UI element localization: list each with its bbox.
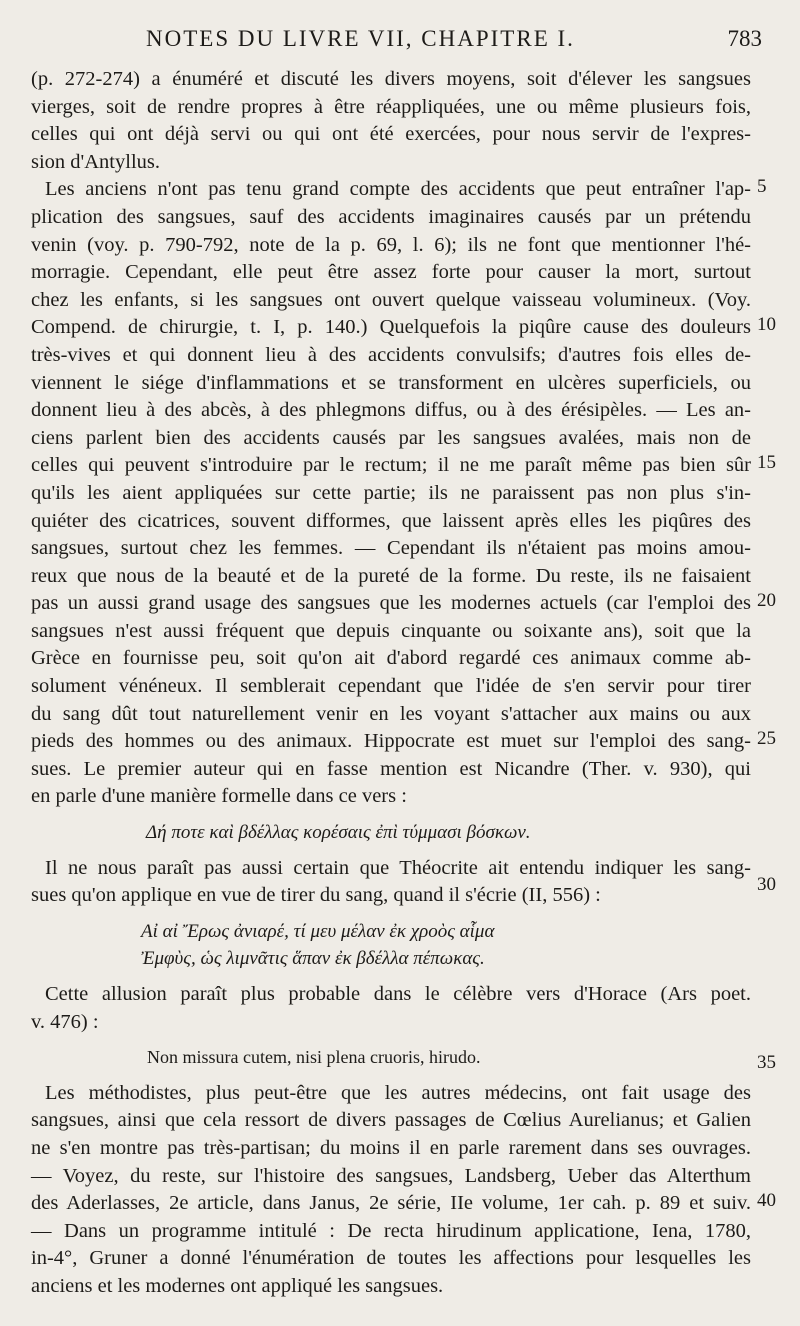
latin-verse: Non missura cutem, nisi plena cruoris, hirudo. <box>147 1047 481 1068</box>
text-line: très-vives et qui donnent lieu à des accidents convulsifs; d'autres fois elles de- <box>31 343 751 366</box>
margin-line-number: 20 <box>757 590 776 611</box>
text-line: solument vénéneux. Il semblerait cependant que l'idée de s'en servir pour tirer <box>31 675 751 698</box>
greek-verse: Αἰ αἰ Ἔρως ἀνιαρέ, τί μευ μέλαν ἐκ χροὸς αἷμα <box>141 920 495 942</box>
text-line: sion d'Antyllus. <box>31 150 160 173</box>
margin-line-number: 35 <box>757 1052 776 1073</box>
text-line: pieds des hommes ou des animaux. Hippocrate est muet sur l'emploi des sang- <box>31 730 751 753</box>
text-line: quiéter des cicatrices, souvent difformes, que laissent après elles les piqûres des <box>31 509 751 532</box>
text-line: des Aderlasses, 2e article, dans Janus, 2e série, IIe volume, 1er cah. p. 89 et suiv. <box>31 1192 751 1215</box>
text-line: morragie. Cependant, elle peut être assez forte pour causer la mort, surtout <box>31 261 751 284</box>
text-line: pas un aussi grand usage des sangsues que les modernes actuels (car l'emploi des <box>31 592 751 615</box>
text-line: en parle d'une manière formelle dans ce vers : <box>31 785 407 808</box>
text-line: sues qu'on applique en vue de tirer du sang, quand il s'écrie (II, 556) : <box>31 884 601 907</box>
text-line: — Dans un programme intitulé : De recta hirudinum applicatione, Iena, 1780, <box>31 1219 751 1242</box>
margin-line-number: 10 <box>757 314 776 335</box>
text-line: Il ne nous paraît pas aussi certain que Théocrite ait entendu indiquer les sang- <box>45 856 751 879</box>
text-line: chez les enfants, si les sangsues ont ouvert quelque vaisseau volumineux. (Voy. <box>31 288 751 311</box>
text-line: qu'ils les aient appliquées sur cette partie; ils ne paraissent pas non plus s'in- <box>31 481 751 504</box>
text-line: sangsues n'est aussi fréquent que depuis cinquante ou soixante ans), soit que la <box>31 619 751 642</box>
page-number: 783 <box>727 26 762 51</box>
text-line: du sang dût tout naturellement venir en les voyant s'attacher aux mains ou aux <box>31 702 751 725</box>
text-line: Cette allusion paraît plus probable dans le célèbre vers d'Horace (Ars poet. <box>45 983 751 1005</box>
text-line: vierges, soit de rendre propres à être réappliquées, une ou même plusieurs fois, <box>31 95 751 118</box>
margin-line-number: 15 <box>757 452 776 473</box>
text-line: viennent le siége d'inflammations et se transforment en ulcères superficiels, ou <box>31 371 751 394</box>
margin-line-number: 30 <box>757 874 776 895</box>
header-title: NOTES DU LIVRE VII, CHAPITRE I. <box>146 26 575 51</box>
text-body <box>31 66 751 1301</box>
text-line: celles qui peuvent s'introduire par le rectum; il ne me paraît même pas bien sûr <box>31 454 751 477</box>
text-line: donnent lieu à des abcès, à des phlegmons diffus, ou à des érésipèles. — Les an- <box>31 399 751 422</box>
text-line: v. 476) : <box>31 1010 99 1033</box>
text-line: — Voyez, du reste, sur l'histoire des sangsues, Landsberg, Ueber das Alterthum <box>31 1164 751 1187</box>
text-line: venin (voy. p. 790-792, note de la p. 69, l. 6); ils ne font que mentionner l'hé- <box>31 233 751 256</box>
text-line: Les méthodistes, plus peut-être que les autres médecins, ont fait usage des <box>45 1081 751 1104</box>
text-line: plication des sangsues, sauf des accidents imaginaires causés par un prétendu <box>31 205 751 228</box>
greek-verse: Ἐμφὺς, ὡς λιμνᾶτις ἅπαν ἐκ βδέλλα πέπωκας. <box>141 948 485 970</box>
text-line: ciens parlent bien des accidents causés par les sangsues avalées, mais non de <box>31 426 751 449</box>
text-line: sues. Le premier auteur qui en fasse mention est Nicandre (Ther. v. 930), qui <box>31 757 751 780</box>
text-line: anciens et les modernes ont appliqué les sangsues. <box>31 1274 444 1297</box>
text-line: ne s'en montre pas très-partisan; du moins il en parle rarement dans ses ouvrages. <box>31 1136 751 1159</box>
text-line: Les anciens n'ont pas tenu grand compte des accidents que peut entraîner l'ap- <box>45 178 751 201</box>
text-line: in-4°, Gruner a donné l'énumération de toutes les affections pour lesquelles les <box>31 1247 751 1270</box>
text-line: (p. 272-274) a énuméré et discuté les divers moyens, soit d'élever les sangsues <box>31 68 751 90</box>
margin-line-number: 5 <box>757 176 767 197</box>
running-header <box>0 26 800 66</box>
text-line: Compend. de chirurgie, t. I, p. 140.) Quelquefois la piqûre cause des douleurs <box>31 316 751 339</box>
greek-verse: Δή ποτε καὶ βδέλλας κορέσαις ἐπὶ τύμμασι βόσκων. <box>146 822 531 844</box>
text-line: sangsues, surtout chez les femmes. — Cependant ils n'étaient pas moins amou- <box>31 537 751 560</box>
text-line: reux que nous de la beauté et de la pureté de la forme. Du reste, ils ne faisaient <box>31 564 751 587</box>
text-line: Grèce en fournisse peu, soit qu'on ait d'abord regardé ces animaux comme ab- <box>31 647 751 670</box>
text-line: celles qui ont déjà servi ou qui ont été exercées, pour nous servir de l'expres- <box>31 123 751 146</box>
margin-line-number: 25 <box>757 728 776 749</box>
text-line: sangsues, ainsi que cela ressort de divers passages de Cœlius Aurelianus; et Galien <box>31 1109 751 1132</box>
margin-line-number: 40 <box>757 1190 776 1211</box>
